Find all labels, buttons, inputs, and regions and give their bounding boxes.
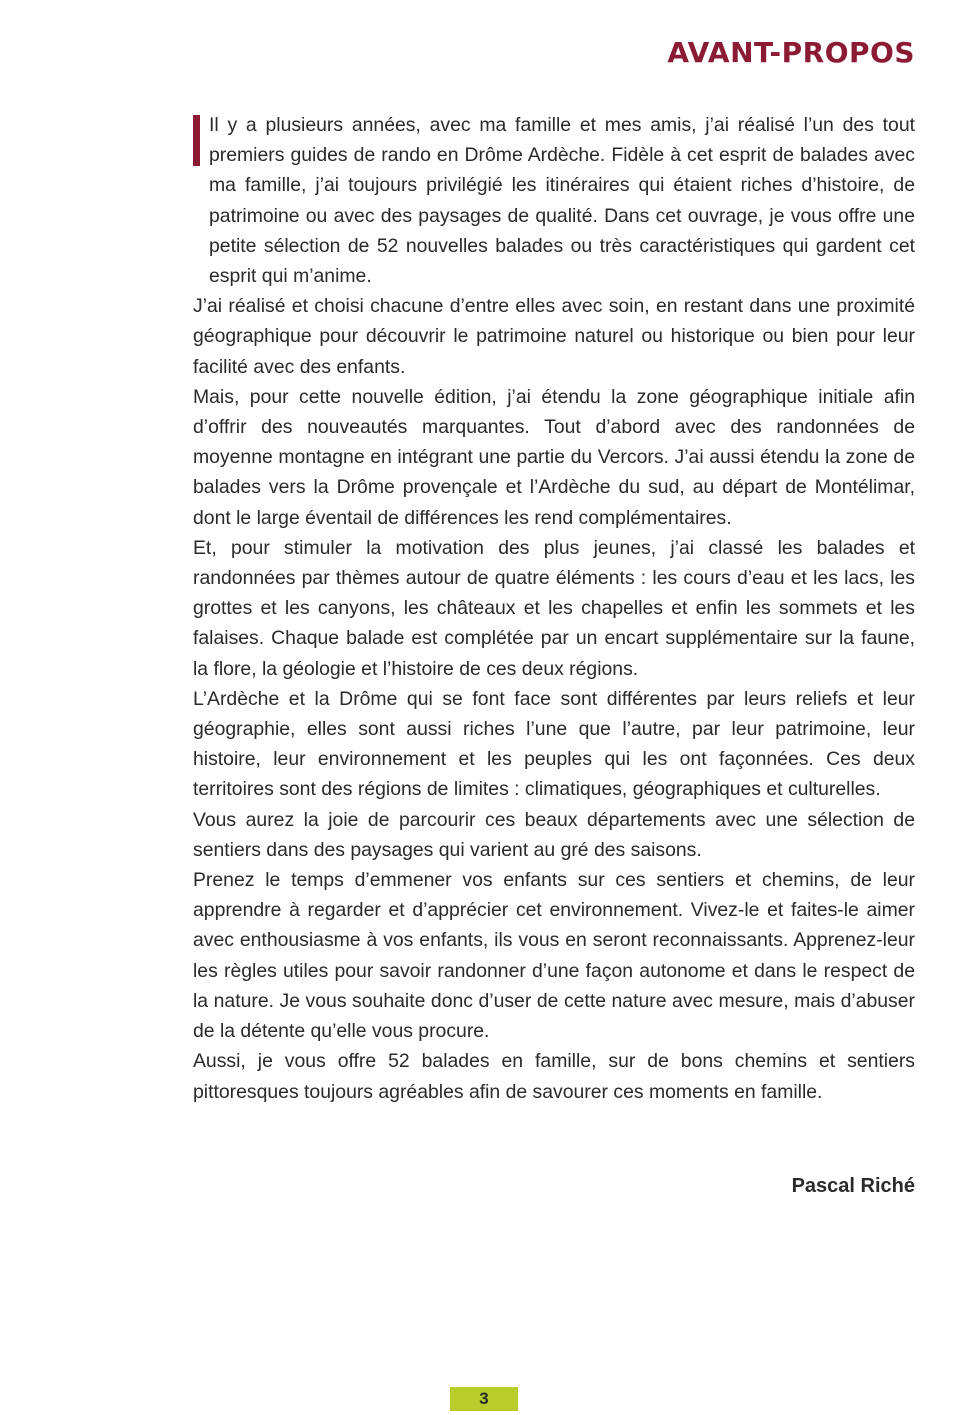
- body-text: [193, 110, 915, 1107]
- paragraph-2: J’ai réalisé et choisi chacune d’entre elles avec soin, en restant dans une proximité géographique pour découvrir le patrimoine naturel ou historique ou bien pour leur facilité avec des enfants.: [193, 295, 915, 378]
- paragraph-6: Vous aurez la joie de parcourir ces beaux départements avec une sélection de sentiers dans des paysages qui varient au gré des saisons.: [193, 808, 915, 861]
- page-number-badge: 3: [450, 1387, 518, 1411]
- paragraph-4: Et, pour stimuler la motivation des plus jeunes, j’ai classé les balades et randonnées par thèmes autour de quatre éléments : les cours d’eau et les lacs, les grottes et les canyons, les châteaux et les chapelles et enfin les sommets et les falaises. Chaque balade est complétée par un encart supplémentaire sur la faune, la flore, la géologie et l’histoire de ces deux régions.: [193, 536, 915, 680]
- drop-cap-bar: [193, 115, 200, 166]
- paragraph-7: Prenez le temps d’emmener vos enfants sur ces sentiers et chemins, de leur apprendre à regarder et d’apprécier cet environnement. Vivez-le et faites-le aimer avec enthousiasme à vos enfants, ils vous en seront reconnaissants. Apprenez-leur les règles utiles pour savoir randonner d’une façon autonome et dans le respect de la nature. Je vous souhaite donc d’user de cette nature avec mesure, mais d’abuser de la détente qu’elle vous procure.: [193, 869, 915, 1043]
- paragraph-8: Aussi, je vous offre 52 balades en famille, sur de bons chemins et sentiers pittoresques toujours agréables afin de savourer ces moments en famille.: [193, 1050, 915, 1103]
- author-signature: Pascal Riché: [791, 1175, 915, 1197]
- paragraph-5: L’Ardèche et la Drôme qui se font face sont différentes par leurs reliefs et leur géographie, elles sont aussi riches l’une que l’autre, par leur patrimoine, leur histoire, leur environnement et les peuples qui les ont façonnées. Ces deux territoires sont des régions de limites : climatiques, géographiques et culturelles.: [193, 687, 915, 801]
- paragraph-1: [193, 110, 915, 291]
- paragraph-1-text: Il y a plusieurs années, avec ma famille et mes amis, j’ai réalisé l’un des tout premiers guides de rando en Drôme Ardèche. Fidèle à cet esprit de balades avec ma famille, j’ai toujours privilégié les itinéraires qui étaient riches d’histoire, de patrimoine ou avec des paysages de qualité. Dans cet ouvrage, je vous offre une petite sélection de 52 nouvelles balades ou très caractéristiques qui gardent cet esprit qui m’anime.: [209, 114, 915, 288]
- paragraph-3: Mais, pour cette nouvelle édition, j’ai étendu la zone géographique initiale afin d’offrir des nouveautés marquantes. Tout d’abord avec des randonnées de moyenne montagne en intégrant une partie du Vercors. J’ai aussi étendu la zone de balades vers la Drôme provençale et l’Ardèche du sud, au départ de Montélimar, dont le large éventail de différences les rend complémentaires.: [193, 385, 915, 529]
- page-title: AVANT-PROPOS: [667, 36, 915, 69]
